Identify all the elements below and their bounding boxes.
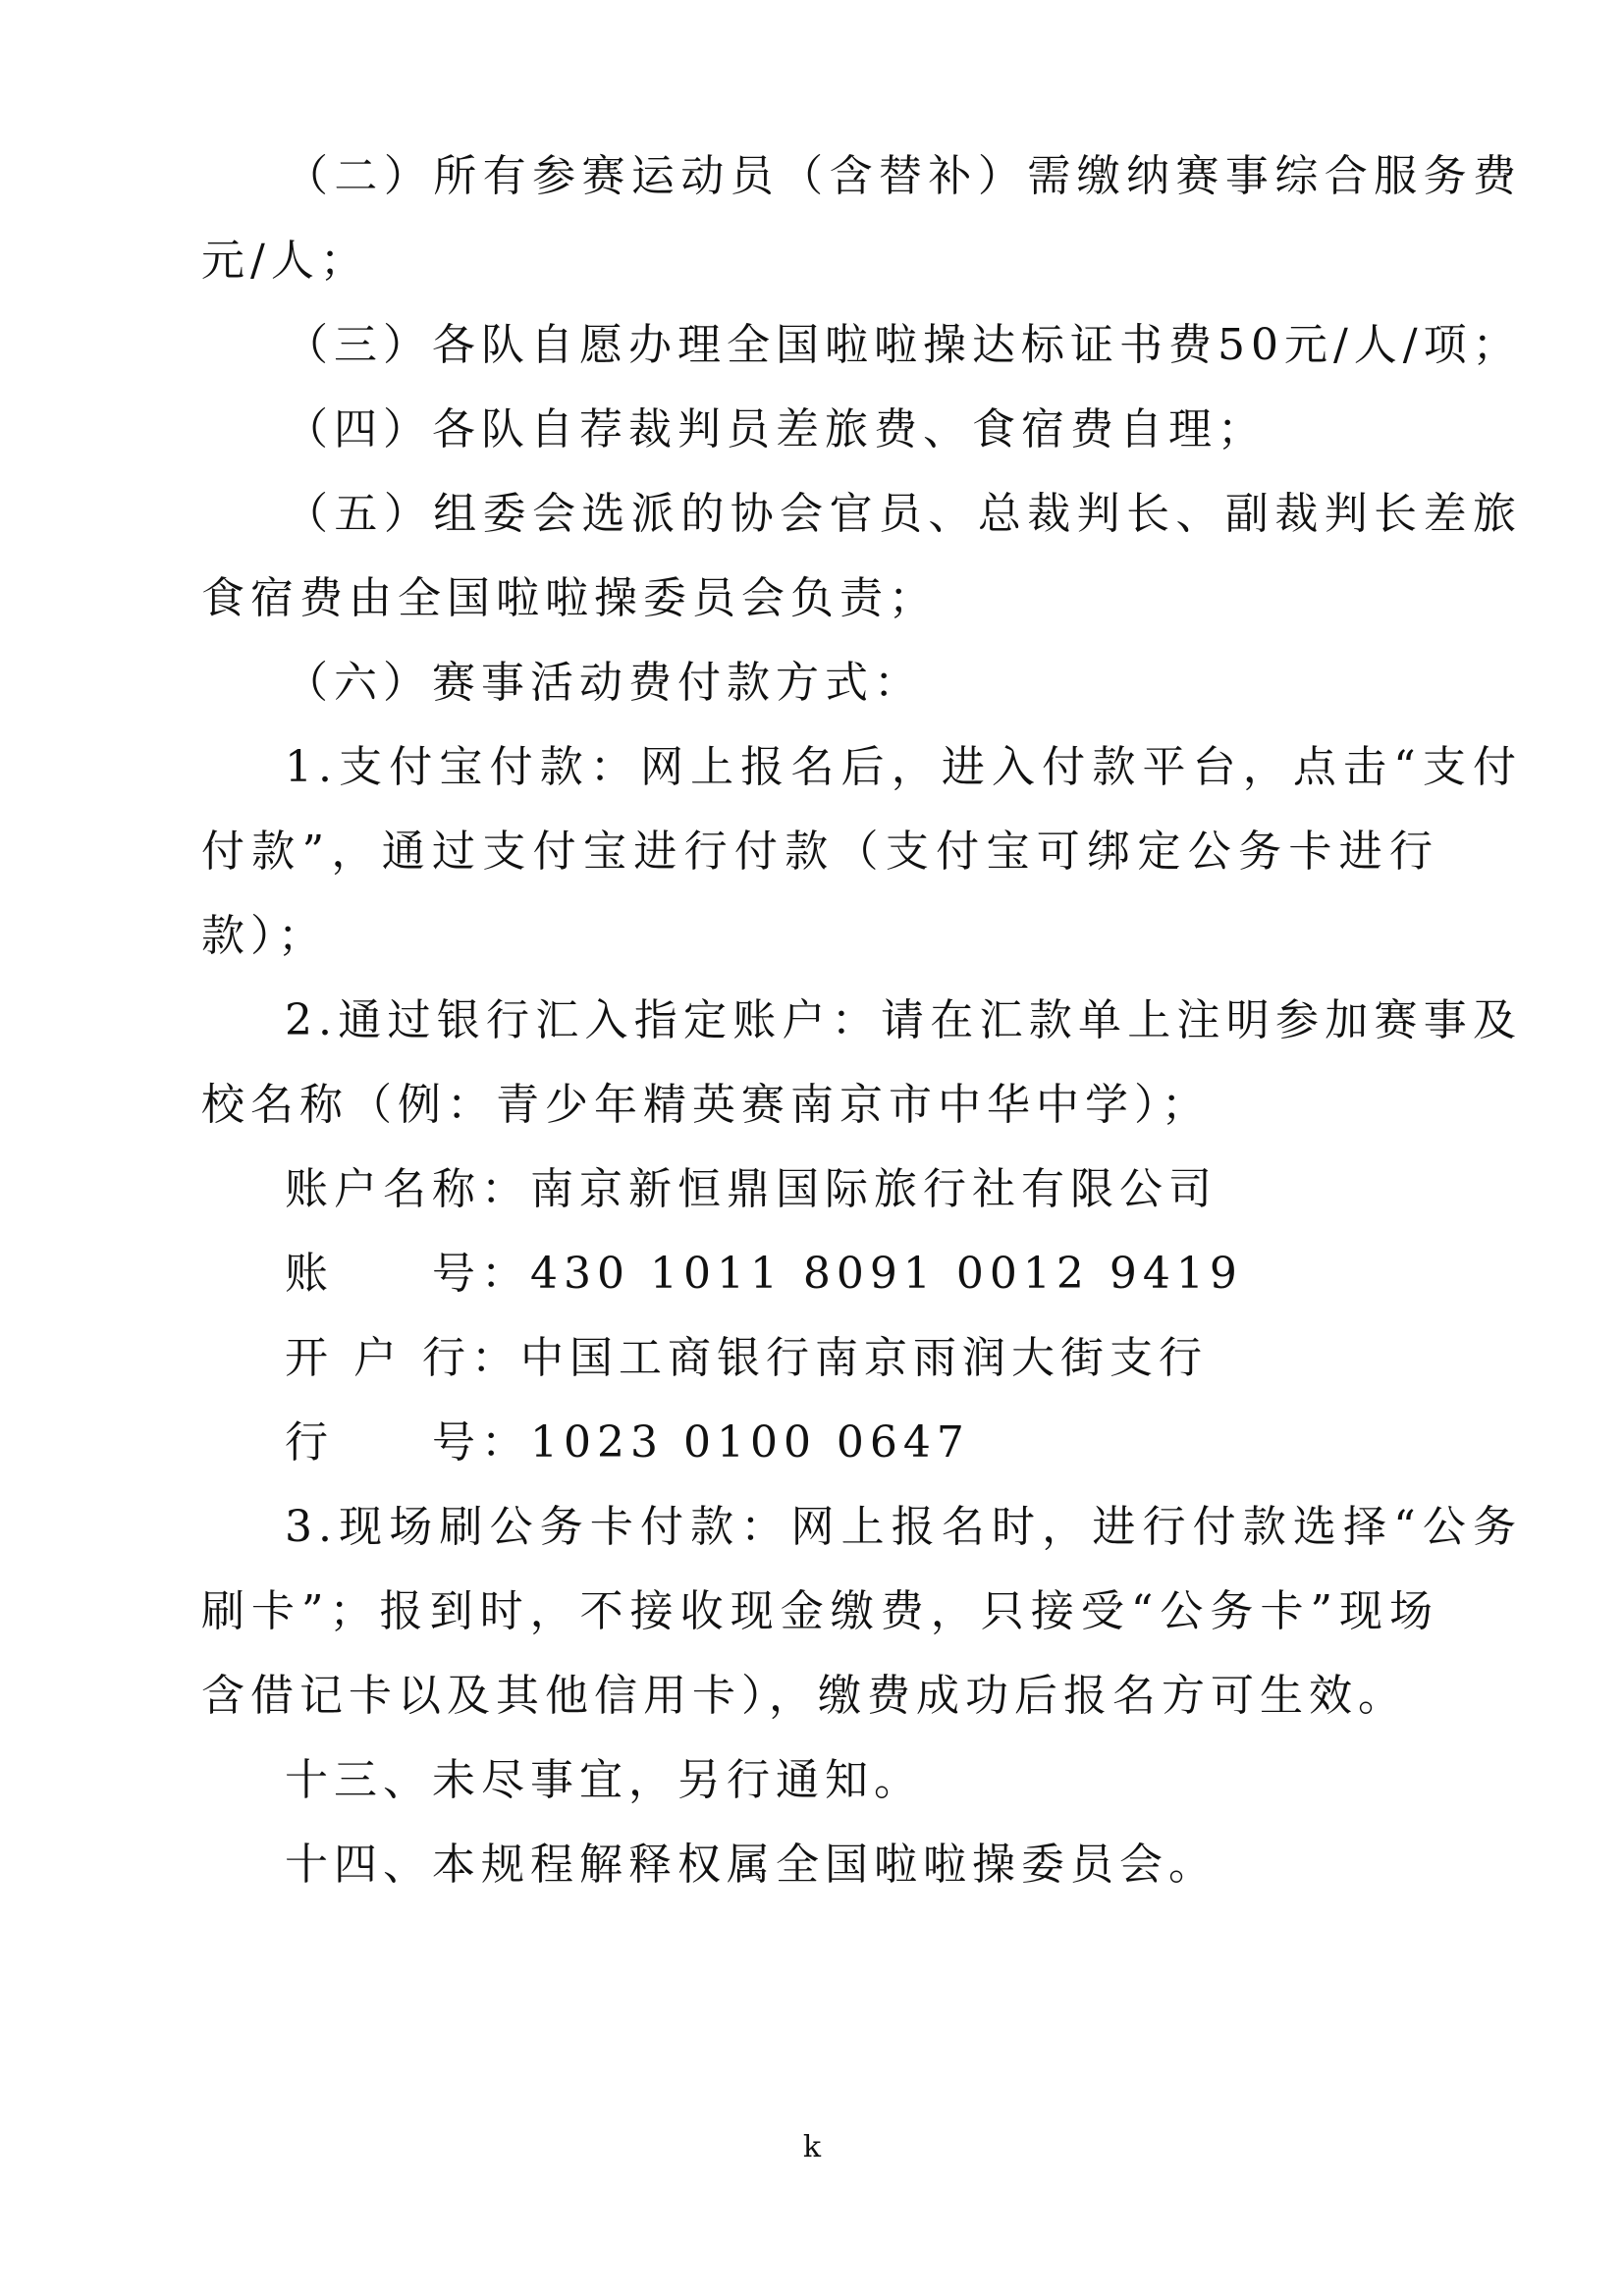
section-fourteen-line: 十四、本规程解释权属全国啦啦操委员会。 <box>285 1840 1218 1890</box>
section-thirteen-line: 十三、未尽事宜，另行通知。 <box>285 1755 923 1805</box>
page-number: k <box>802 2130 822 2164</box>
account-name-line: 账户名称：南京新恒鼎国际旅行社有限公司 <box>285 1164 1218 1214</box>
paragraph-line: （六）赛事活动费付款方式： <box>285 658 923 708</box>
paragraph-line: （五）组委会选派的协会官员、总裁判长、副裁判长差旅 <box>285 489 1522 539</box>
account-number-line: 账 号：430 1011 8091 0012 9419 <box>285 1249 1243 1299</box>
paragraph-line: 元/人； <box>201 236 369 286</box>
bank-code-line: 行 号：1023 0100 0647 <box>285 1417 970 1468</box>
paragraph-line: 款）； <box>201 911 327 961</box>
paragraph-line: 3.现场刷公务卡付款：网上报名时，进行付款选择“公务 <box>285 1502 1522 1552</box>
paragraph-line: 校名称（例：青少年精英赛南京市中华中学）； <box>201 1080 1211 1130</box>
paragraph-line: 刷卡”；报到时，不接收现金缴费，只接受“公务卡”现场 <box>201 1586 1438 1636</box>
paragraph-line: 1.支付宝付款：网上报名后，进入付款平台，点击“支付 <box>285 742 1522 792</box>
paragraph-line: 付款”，通过支付宝进行付款（支付宝可绑定公务卡进行 <box>201 827 1438 877</box>
paragraph-line: 食宿费由全国啦啦操委员会负责； <box>201 573 938 623</box>
paragraph-line: （二）所有参赛运动员（含替补）需缴纳赛事综合服务费 <box>285 151 1522 201</box>
paragraph-line: （四）各队自荐裁判员差旅费、食宿费自理； <box>285 404 1267 454</box>
paragraph-line: （三）各队自愿办理全国啦啦操达标证书费50元/人/项； <box>285 320 1522 370</box>
paragraph-line: 含借记卡以及其他信用卡），缴费成功后报名方可生效。 <box>201 1671 1407 1721</box>
bank-line: 开 户 行：中国工商银行南京雨润大街支行 <box>285 1333 1208 1383</box>
paragraph-line: 2.通过银行汇入指定账户：请在汇款单上注明参加赛事及 <box>285 995 1522 1045</box>
